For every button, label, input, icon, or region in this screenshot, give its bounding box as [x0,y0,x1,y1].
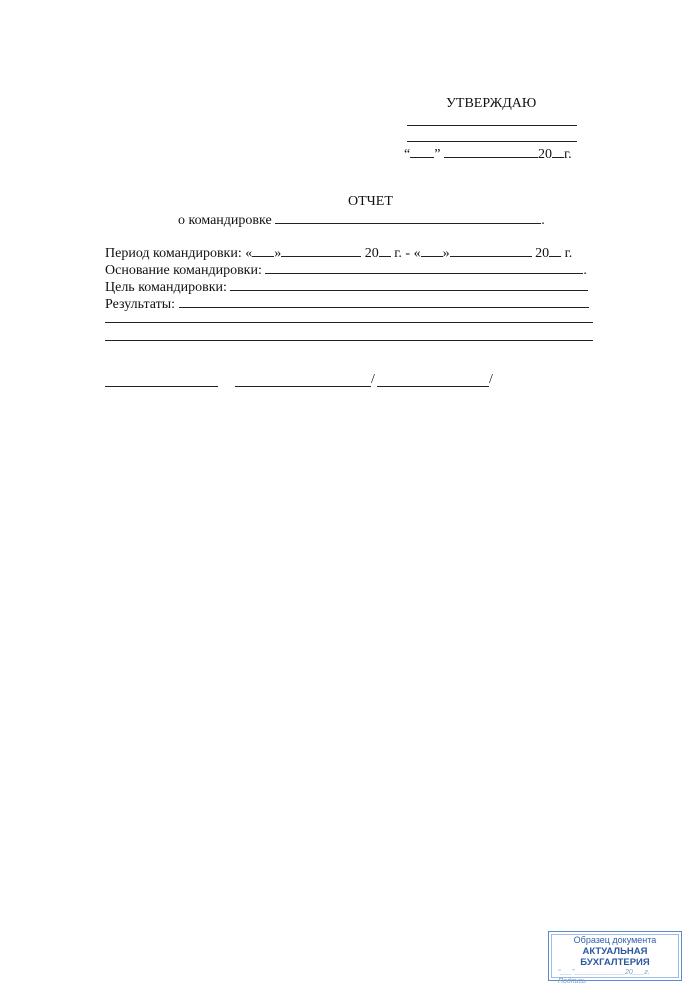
stamp-line-2: АКТУАЛЬНАЯ БУХГАЛТЕРИЯ [580,946,650,968]
signature-line[interactable] [235,386,371,387]
period-q2-close: » [442,246,450,261]
period-q1-open: « [245,246,253,261]
period-start-day-field[interactable] [252,244,274,257]
basis-label: Основание командировки: [105,263,262,278]
date-quote-close: ” [434,147,441,162]
trip-destination-field[interactable] [275,211,541,224]
goal-field[interactable] [230,278,588,291]
results-field[interactable] [179,295,589,308]
date-suffix: г. [563,147,572,162]
results-row [105,295,589,313]
goal-row [105,278,588,296]
name-decipher-line[interactable] [377,386,489,387]
approval-title: УТВЕРЖДАЮ [446,96,537,111]
basis-field[interactable] [265,261,583,274]
date-year-prefix: 20 [537,147,552,162]
report-title: ОТЧЕТ [348,194,393,209]
approval-signature-line[interactable] [407,125,577,126]
report-subtitle-end: . [541,213,545,228]
approval-name-line[interactable] [407,141,577,142]
period-year1: 20 [364,246,379,261]
date-month-field[interactable] [444,145,538,158]
period-end-month-field[interactable] [450,244,532,257]
period-start-month-field[interactable] [281,244,361,257]
period-sep: г. - [394,246,411,261]
results-line-3[interactable] [105,340,593,341]
date-day-field[interactable] [410,145,434,158]
stamp-line-1: Образец документа [573,935,657,945]
period-year2: 20 [535,246,550,261]
report-subtitle [178,211,545,229]
basis-row [105,261,587,279]
period-q1-close: » [274,246,282,261]
signature-slash-1: / [371,372,375,387]
period-row [105,244,572,262]
approval-date [404,145,572,163]
goal-label: Цель командировки: [105,280,227,295]
period-end-day-field[interactable] [421,244,443,257]
stamp-line-3: “___”_____________20___г. [558,969,650,976]
date-year-field[interactable] [552,145,564,158]
basis-end: . [583,263,587,278]
sample-stamp [548,931,682,985]
results-line-2[interactable] [105,322,593,323]
results-label: Результаты: [105,297,175,312]
period-end-year-field[interactable] [549,244,561,257]
period-start-year-field[interactable] [379,244,391,257]
stamp-line-4: Подпись [558,978,586,985]
report-subtitle-label: о командировке [178,213,272,228]
period-end: г. [564,246,573,261]
date-quote-open: “ [404,147,411,162]
signature-slash-2: / [489,372,493,387]
period-label: Период командировки: [105,246,242,261]
position-line[interactable] [105,386,218,387]
sample-stamp-inner [551,934,679,985]
period-q2-open: « [413,246,421,261]
